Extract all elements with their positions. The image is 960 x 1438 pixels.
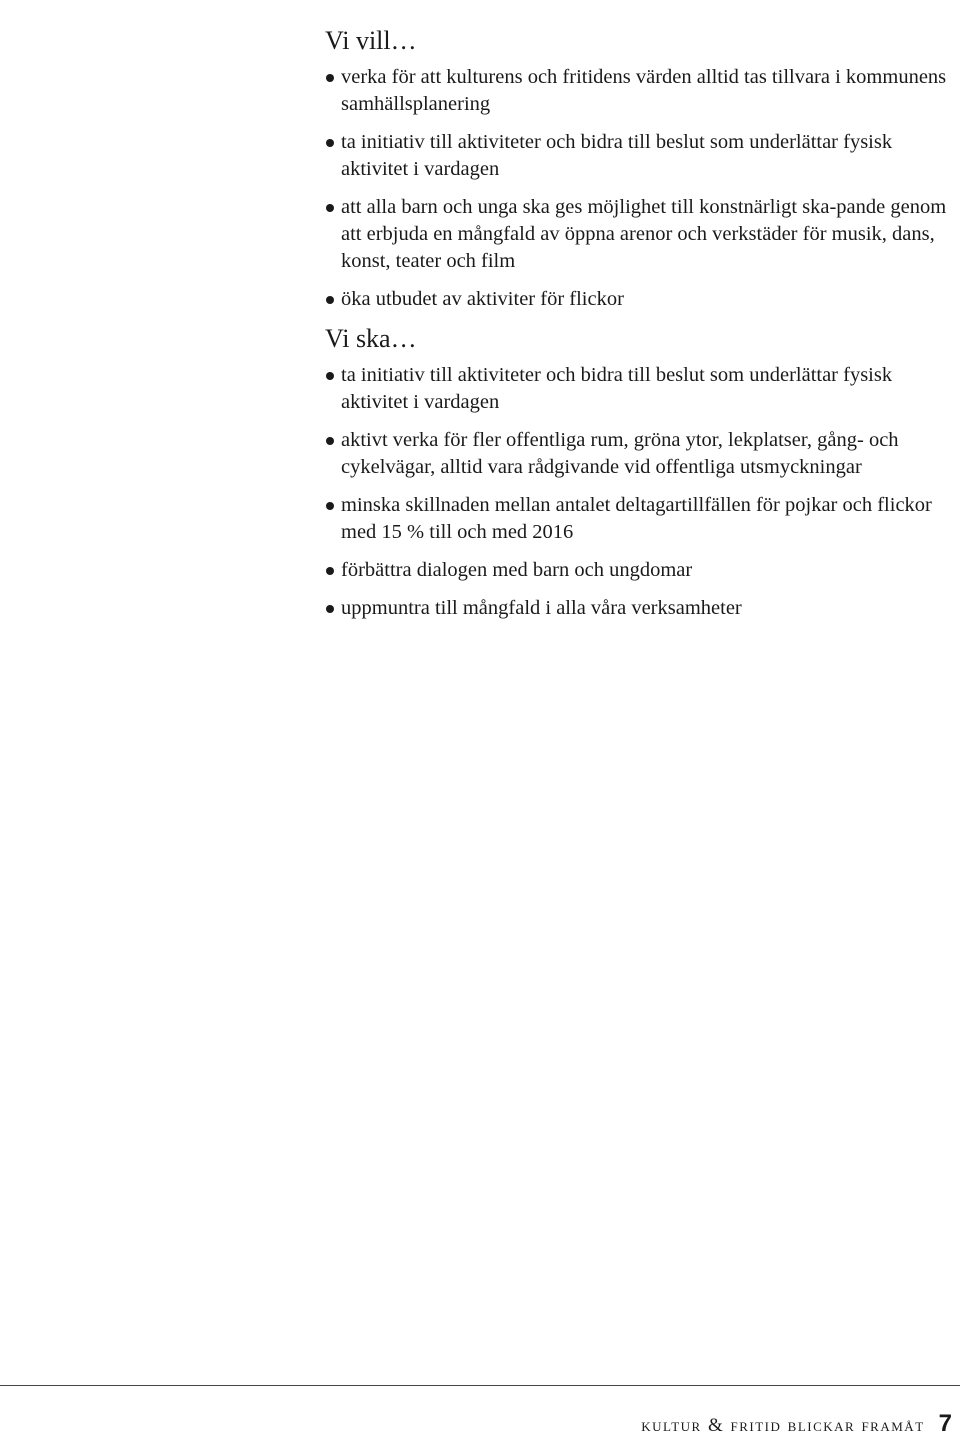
list-item [325,286,950,313]
bullet-list-vi-ska [325,362,950,622]
list-item [325,194,950,275]
list-item-text: förbättra dialogen med barn och ungdomar [341,559,693,581]
list-item-text: ta initiativ till aktiviteter och bidra till beslut som underlättar fysisk aktivitet i vardagen [341,131,893,180]
list-item-text: uppmuntra till mångfald i alla våra verksamheter [341,597,742,619]
list-item-text: verka för att kulturens och fritidens värden alltid tas tillvara i kommunens samhällsplanering [341,66,947,115]
footer-divider [0,1385,960,1386]
bullet-icon [326,296,334,304]
bullet-icon [326,567,334,575]
bullet-icon [326,74,334,82]
section-heading-vi-vill: Vi vill… [325,26,417,55]
list-item [325,129,950,183]
list-item-text: minska skillnaden mellan antalet deltagartillfällen för pojkar och flickor med 15 % till och med 2016 [341,494,932,543]
list-item-text: ta initiativ till aktiviteter och bidra till beslut som underlättar fysisk aktivitet i vardagen [341,364,893,413]
page-footer [641,1410,952,1438]
bullet-icon [326,502,334,510]
list-item [325,64,950,118]
footer-title: kultur & fritid blickar framåt [641,1415,925,1436]
bullet-list-vi-vill [325,64,950,313]
bullet-icon [326,372,334,380]
list-item [325,492,950,546]
bullet-icon [326,139,334,147]
page-number: 7 [938,1410,952,1437]
list-item-text: att alla barn och unga ska ges möjlighet till konstnärligt ska-pande genom att erbjuda en mångfald av öppna arenor och verkstäder för musik, dans, konst, teater och film [341,196,947,272]
list-item [325,557,950,584]
bullet-icon [326,437,334,445]
list-item [325,362,950,416]
list-item-text: öka utbudet av aktiviter för flickor [341,288,624,310]
section-heading-vi-ska: Vi ska… [325,324,417,353]
bullet-icon [326,605,334,613]
bullet-icon [326,204,334,212]
list-item [325,595,950,622]
list-item-text: aktivt verka för fler offentliga rum, gröna ytor, lekplatser, gång- och cykelvägar, alltid vara rådgivande vid offentliga utsmyckningar [341,429,899,478]
list-item [325,427,950,481]
document-body [325,26,950,633]
